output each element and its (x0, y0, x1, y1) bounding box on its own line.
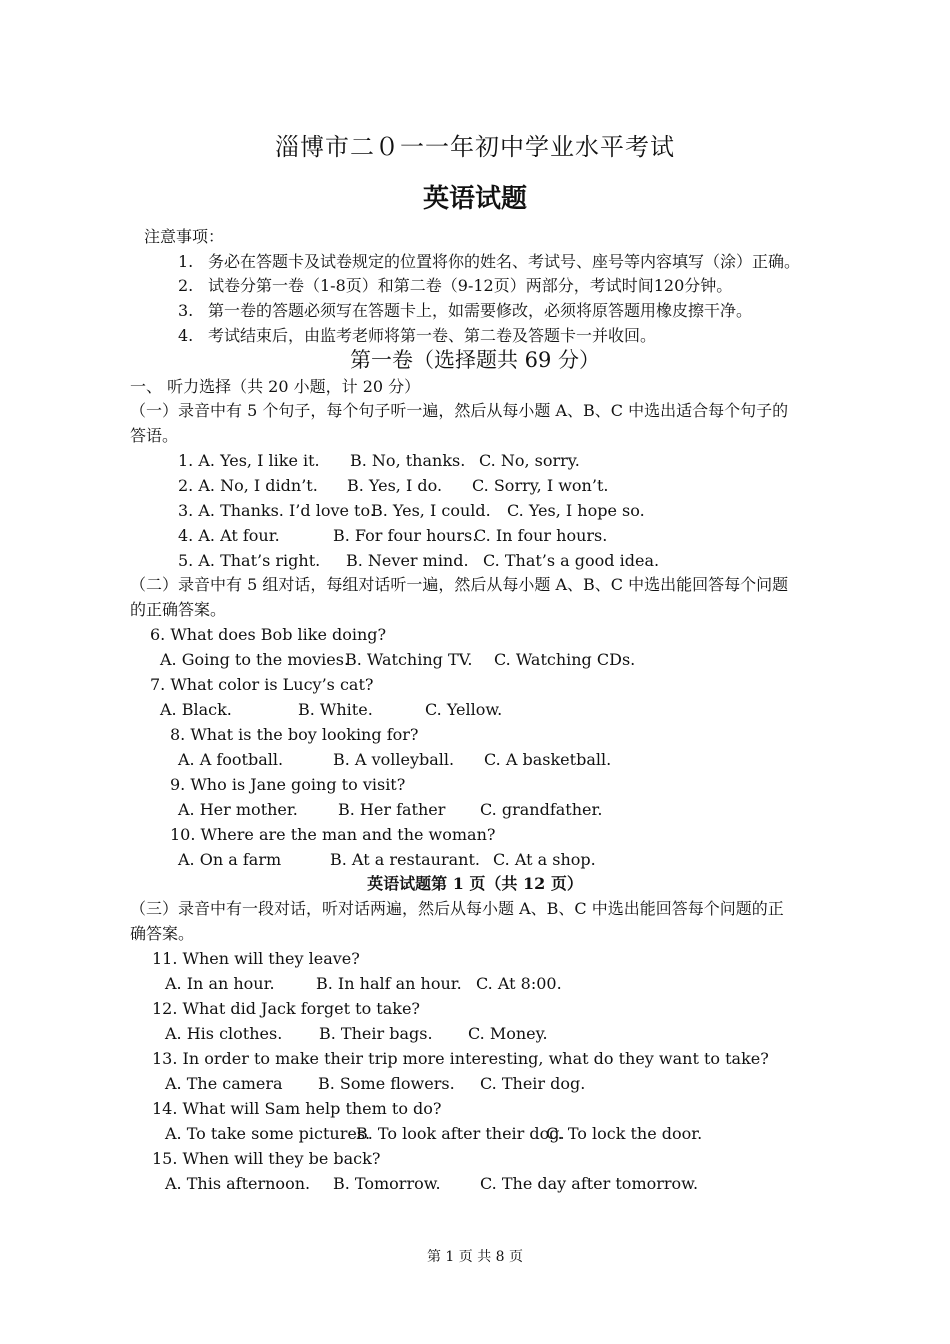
option-b: B. Yes, I do. (347, 476, 443, 495)
option-c: C. Yellow. (425, 700, 503, 719)
option-c: C. No, sorry. (479, 451, 580, 470)
option-c: C. In four hours. (474, 526, 608, 545)
option-b: B. Their bags. (319, 1024, 433, 1043)
option-b: B. Some flowers. (318, 1074, 455, 1093)
question-options (178, 850, 596, 870)
option-c: C. At 8:00. (476, 974, 562, 993)
notice-item-number: 1. (178, 252, 194, 271)
question-text: 6. What does Bob like doing? (150, 625, 387, 644)
question-text: 8. What is the boy looking for? (170, 725, 419, 744)
question-row (178, 451, 580, 471)
option-a: 5. A. That’s right. (178, 551, 321, 570)
volume-title: 第一卷（选择题共 69 分） (349, 348, 601, 372)
notice-item-text: 第一卷的答题必须写在答题卡上，如需要修改，必须将原答题用橡皮擦干净。 (208, 301, 753, 320)
option-c: C. Money. (468, 1024, 548, 1043)
question-options (160, 650, 636, 670)
option-c: C. The day after tomorrow. (480, 1174, 699, 1193)
notice-heading: 注意事项： (144, 227, 225, 246)
option-a: 4. A. At four. (178, 526, 280, 545)
question-options (165, 1174, 699, 1194)
question-row (178, 526, 608, 546)
question-text: 7. What color is Lucy’s cat? (150, 675, 374, 694)
option-b: B. Her father (338, 800, 446, 819)
section-instruction: 答语。 (130, 426, 179, 445)
option-b: B. No, thanks. (350, 451, 466, 470)
notice-item-number: 2. (178, 276, 194, 295)
option-b: B. In half an hour. (316, 974, 462, 993)
subject-title: 英语试题 (422, 184, 527, 214)
option-c: C. Their dog. (480, 1074, 586, 1093)
question-options (165, 1024, 548, 1044)
option-a: A. His clothes. (165, 1024, 283, 1043)
question-options (165, 1124, 703, 1144)
option-c: C. A basketball. (484, 750, 612, 769)
option-a: A. This afternoon. (165, 1174, 311, 1193)
option-c: C. At a shop. (493, 850, 596, 869)
option-b: B. Watching TV. (345, 650, 473, 669)
option-b: B. Tomorrow. (333, 1174, 441, 1193)
option-a: A. Going to the movies. (160, 650, 350, 669)
notice-item (178, 326, 657, 346)
question-options (178, 800, 603, 820)
section-instruction: （三）录音中有一段对话，听对话两遍，然后从每小题 A、B、C 中选出能回答每个问题的正 (130, 899, 784, 918)
question-text: 13. In order to make their trip more interesting, what do they want to take? (152, 1049, 769, 1068)
notice-item-text: 考试结束后，由监考老师将第一卷、第二卷及答题卡一并收回。 (208, 326, 657, 345)
question-options (165, 1074, 586, 1094)
option-c: C. Watching CDs. (494, 650, 636, 669)
notice-item-number: 3. (178, 301, 194, 320)
option-b: B. To look after their dog. (356, 1124, 565, 1143)
section-instruction: 确答案。 (130, 924, 195, 943)
option-b: B. For four hours. (333, 526, 478, 545)
option-b: B. Never mind. (346, 551, 469, 570)
question-text: 15. When will they be back? (152, 1149, 381, 1168)
question-text: 12. What did Jack forget to take? (152, 999, 421, 1018)
exam-title: 淄博市二０一一年初中学业水平考试 (275, 133, 675, 161)
part-title: 一、 听力选择（共 20 小题，计 20 分） (130, 377, 421, 396)
option-a: A. The camera (165, 1074, 283, 1093)
page-footer: 第 1 页 共 8 页 (426, 1249, 524, 1265)
section-instruction: （二）录音中有 5 组对话，每组对话听一遍，然后从每小题 A、B、C 中选出能回答每个问题 (130, 575, 789, 594)
option-a: 2. A. No, I didn’t. (178, 476, 318, 495)
option-c: C. grandfather. (480, 800, 603, 819)
question-row (178, 551, 660, 571)
notice-item (178, 252, 801, 272)
question-text: 10. Where are the man and the woman? (170, 825, 496, 844)
option-b: B. A volleyball. (333, 750, 455, 769)
option-a: A. In an hour. (165, 974, 275, 993)
notice-item-number: 4. (178, 326, 194, 345)
option-c: C. Yes, I hope so. (507, 501, 645, 520)
question-options (165, 974, 562, 994)
option-a: 3. A. Thanks. I’d love to. (178, 501, 375, 520)
question-text: 11. When will they leave? (152, 949, 360, 968)
option-a: 1. A. Yes, I like it. (178, 451, 320, 470)
notice-item (178, 301, 753, 321)
page-header: 英语试题第 1 页（共 12 页） (367, 874, 583, 893)
notice-item-text: 试卷分第一卷（1-8页）和第二卷（9-12页）两部分，考试时间120分钟。 (208, 276, 733, 295)
option-a: A. To take some pictures. (165, 1124, 371, 1143)
option-a: A. A football. (178, 750, 284, 769)
option-c: C. Sorry, I won’t. (472, 476, 609, 495)
option-b: B. At a restaurant. (330, 850, 480, 869)
option-c: C. To lock the door. (546, 1124, 703, 1143)
option-a: A. Black. (160, 700, 232, 719)
question-row (178, 501, 645, 521)
option-b: B. Yes, I could. (371, 501, 491, 520)
option-b: B. White. (298, 700, 373, 719)
section-instruction: 的正确答案。 (130, 600, 227, 619)
option-c: C. That’s a good idea. (483, 551, 660, 570)
notice-item-text: 务必在答题卡及试卷规定的位置将你的姓名、考试号、座号等内容填写（涂）正确。 (208, 252, 801, 271)
section-instruction: （一）录音中有 5 个句子，每个句子听一遍，然后从每小题 A、B、C 中选出适合每个句子的 (130, 401, 789, 420)
question-options (178, 750, 612, 770)
question-text: 14. What will Sam help them to do? (152, 1099, 442, 1118)
question-row (178, 476, 609, 496)
option-a: A. Her mother. (178, 800, 298, 819)
option-a: A. On a farm (178, 850, 282, 869)
notice-item (178, 276, 733, 296)
question-options (160, 700, 503, 720)
question-text: 9. Who is Jane going to visit? (170, 775, 406, 794)
